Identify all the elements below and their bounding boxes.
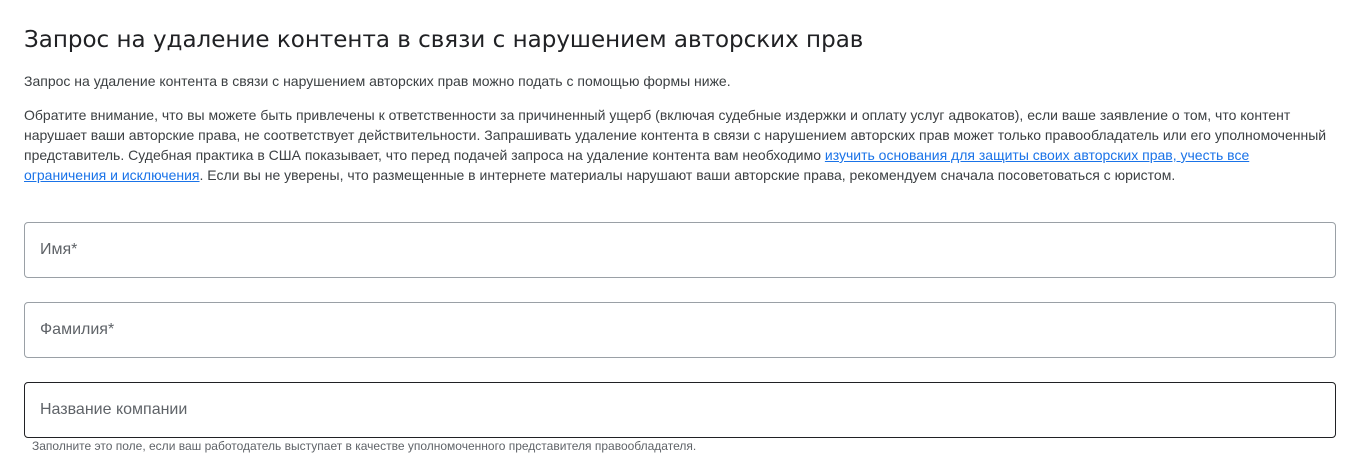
notice-text-before-link: Обратите внимание, что вы можете быть привлечены к ответственности за причиненный ущерб (включая судебные издержки и оплату услуг адвокатов), если ваше заявление о том, что контент нарушает ваши авторские права, не соответствует действительности. Запрашивать удаление контента в связи с нарушением авторских прав может только правообладатель или его уполномоченный представитель. Судебная практика в США показывает, что перед подачей запроса на удаление контента вам необходимо [24,107,1327,163]
company-name-field[interactable] [24,382,1336,438]
company-name-input[interactable] [40,383,1320,437]
first-name-input[interactable] [40,223,1320,277]
company-name-hint: Заполните это поле, если ваш работодатель выступает в качестве уполномоченного представителя правообладателя. [32,439,697,453]
notice-text-after-link: . Если вы не уверены, что размещенные в интернете материалы нарушают ваши авторские права, рекомендуем сначала посоветоваться с юристом. [199,167,1176,183]
intro-text: Запрос на удаление контента в связи с нарушением авторских прав можно подать с помощью формы ниже. [24,73,731,89]
fair-use-link[interactable]: изучить основания для защиты своих авторских прав, учесть все ограничения и исключения [24,147,1250,183]
legal-notice [24,105,1330,185]
first-name-field[interactable] [24,222,1336,278]
last-name-input[interactable] [40,303,1320,357]
page-title: Запрос на удаление контента в связи с нарушением авторских прав [24,27,864,53]
last-name-field[interactable] [24,302,1336,358]
